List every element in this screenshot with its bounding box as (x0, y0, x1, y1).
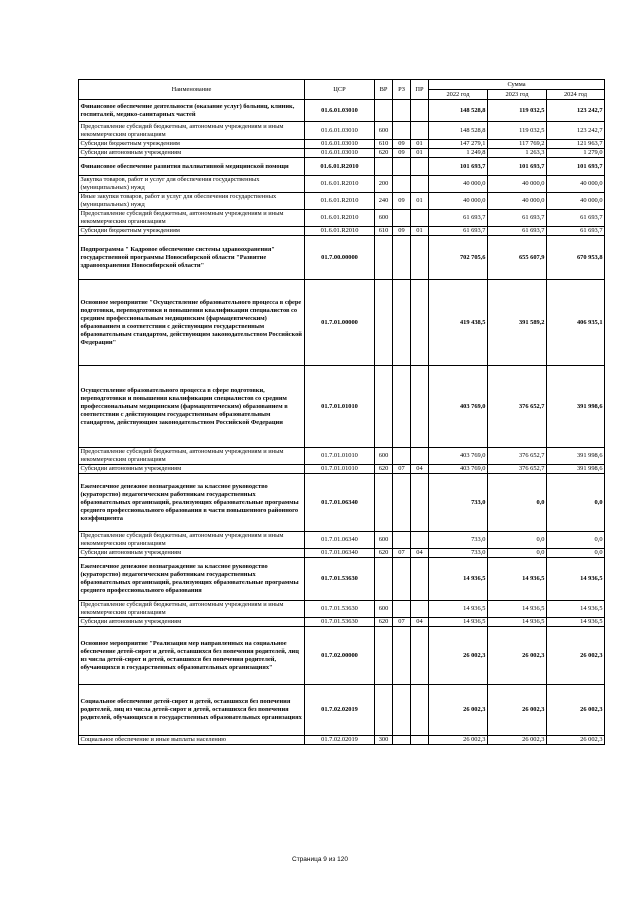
cell-2024: 121 963,7 (547, 140, 605, 149)
cell-name: Социальное обеспечение детей-сирот и детей, оставшихся без попечения родителей, лиц из числа детей-сирот и детей, оставшихся без попечения родителей, обучающихся в государственных образовательных организациях (79, 685, 305, 736)
cell-vr: 300 (375, 736, 393, 745)
cell-2024: 26 002,3 (547, 685, 605, 736)
cell-csr: 01.6.01.03010 (305, 100, 375, 122)
cell-2023: 117 769,2 (488, 140, 547, 149)
cell-name: Ежемесячное денежное вознаграждение за классное руководство (кураторство) педагогическим работникам государственных образовательных организаций, реализующих образовательные программы среднего профессионального образования (79, 558, 305, 601)
cell-rz (393, 122, 411, 140)
cell-2024: 40 000,0 (547, 193, 605, 210)
table-row (79, 532, 605, 549)
cell-rz: 07 (393, 465, 411, 474)
cell-vr (375, 100, 393, 122)
header-2023: 2023 год (488, 90, 547, 100)
cell-2023: 40 000,0 (488, 193, 547, 210)
table-row (79, 158, 605, 176)
cell-pr (411, 627, 429, 685)
cell-2024: 61 693,7 (547, 210, 605, 227)
cell-pr (411, 474, 429, 532)
cell-pr (411, 280, 429, 366)
cell-vr (375, 366, 393, 448)
cell-2023: 14 936,5 (488, 558, 547, 601)
table-row (79, 366, 605, 448)
cell-vr (375, 236, 393, 280)
cell-csr: 01.7.01.01010 (305, 448, 375, 465)
table-row (79, 601, 605, 618)
cell-2023: 376 652,7 (488, 465, 547, 474)
cell-pr (411, 236, 429, 280)
header-csr: ЦСР (305, 80, 375, 100)
cell-vr (375, 627, 393, 685)
cell-2023: 61 693,7 (488, 210, 547, 227)
cell-pr: 04 (411, 618, 429, 627)
cell-rz (393, 176, 411, 193)
cell-rz (393, 210, 411, 227)
cell-2024: 0,0 (547, 474, 605, 532)
cell-csr: 01.6.01.R2010 (305, 158, 375, 176)
cell-name: Предоставление субсидий бюджетным, автономным учреждениям и иным некоммерческим организациям (79, 532, 305, 549)
cell-2022: 733,0 (429, 532, 488, 549)
cell-name: Подпрограмма " Кадровое обеспечение системы здравоохранения" государственной программы Новосибирской области "Развитие здравоохранения Новосибирской области" (79, 236, 305, 280)
cell-2024: 26 002,3 (547, 627, 605, 685)
cell-name: Закупка товаров, работ и услуг для обеспечения государственных (муниципальных) нужд (79, 176, 305, 193)
table-row (79, 236, 605, 280)
cell-pr (411, 366, 429, 448)
cell-vr: 620 (375, 465, 393, 474)
cell-pr (411, 176, 429, 193)
table-row (79, 736, 605, 745)
page-number: Страница 9 из 120 (292, 856, 348, 863)
cell-csr: 01.6.01.03010 (305, 149, 375, 158)
cell-2022: 40 000,0 (429, 176, 488, 193)
cell-2023: 391 589,2 (488, 280, 547, 366)
cell-name: Социальное обеспечение и иные выплаты населению (79, 736, 305, 745)
cell-2023: 376 652,7 (488, 366, 547, 448)
cell-pr (411, 601, 429, 618)
cell-2024: 391 998,6 (547, 366, 605, 448)
cell-2023: 14 936,5 (488, 601, 547, 618)
cell-2024: 61 693,7 (547, 227, 605, 236)
cell-2024: 1 279,0 (547, 149, 605, 158)
cell-pr (411, 736, 429, 745)
cell-2023: 0,0 (488, 532, 547, 549)
cell-vr: 610 (375, 140, 393, 149)
cell-2023: 0,0 (488, 549, 547, 558)
cell-name: Субсидии бюджетным учреждениям (79, 140, 305, 149)
header-sum: Сумма (429, 80, 605, 90)
cell-2024: 14 936,5 (547, 558, 605, 601)
cell-csr: 01.7.01.00000 (305, 280, 375, 366)
cell-2022: 403 769,0 (429, 465, 488, 474)
cell-2022: 1 249,8 (429, 149, 488, 158)
cell-2022: 14 936,5 (429, 618, 488, 627)
cell-2023: 376 652,7 (488, 448, 547, 465)
table-row (79, 227, 605, 236)
table-row (79, 122, 605, 140)
cell-rz (393, 236, 411, 280)
cell-2023: 119 032,5 (488, 100, 547, 122)
cell-rz (393, 280, 411, 366)
table-row (79, 685, 605, 736)
cell-rz: 09 (393, 140, 411, 149)
cell-name: Субсидии автономным учреждениям (79, 149, 305, 158)
cell-2023: 26 002,3 (488, 736, 547, 745)
cell-2024: 14 936,5 (547, 601, 605, 618)
cell-rz (393, 474, 411, 532)
cell-pr (411, 100, 429, 122)
header-2024: 2024 год (547, 90, 605, 100)
cell-2022: 403 769,0 (429, 448, 488, 465)
table-row (79, 100, 605, 122)
cell-vr (375, 558, 393, 601)
cell-csr: 01.6.01.R2010 (305, 193, 375, 210)
cell-2024: 0,0 (547, 549, 605, 558)
cell-2023: 61 693,7 (488, 227, 547, 236)
cell-name: Иные закупки товаров, работ и услуг для обеспечения государственных (муниципальных) нужд (79, 193, 305, 210)
table-row (79, 558, 605, 601)
cell-pr: 01 (411, 227, 429, 236)
cell-2024: 406 935,1 (547, 280, 605, 366)
table-row (79, 448, 605, 465)
cell-csr: 01.7.01.06340 (305, 532, 375, 549)
cell-name: Финансовое обеспечение развития паллиативной медицинской помощи (79, 158, 305, 176)
cell-2022: 26 002,3 (429, 685, 488, 736)
cell-vr (375, 474, 393, 532)
cell-pr (411, 685, 429, 736)
cell-2022: 101 693,7 (429, 158, 488, 176)
cell-pr (411, 210, 429, 227)
cell-csr: 01.7.01.01010 (305, 465, 375, 474)
cell-name: Осуществление образовательного процесса в сфере подготовки, переподготовки и повышения квалификации специалистов со средним профессиональным медицинским (фармацевтическим) образованием в соответствии с действующим государственным образовательным стандартом, действующим законодательством Российской Федерации (79, 366, 305, 448)
cell-2022: 14 936,5 (429, 601, 488, 618)
cell-rz (393, 532, 411, 549)
cell-pr: 01 (411, 149, 429, 158)
cell-2022: 733,0 (429, 474, 488, 532)
cell-csr: 01.7.02.02019 (305, 685, 375, 736)
cell-2023: 655 607,9 (488, 236, 547, 280)
header-2022: 2022 год (429, 90, 488, 100)
cell-pr: 01 (411, 140, 429, 149)
table-row (79, 465, 605, 474)
header-pr: ПР (411, 80, 429, 100)
cell-name: Субсидии автономным учреждениям (79, 618, 305, 627)
cell-csr: 01.6.01.R2010 (305, 176, 375, 193)
cell-2024: 101 693,7 (547, 158, 605, 176)
cell-2022: 702 705,6 (429, 236, 488, 280)
cell-2022: 26 002,3 (429, 736, 488, 745)
cell-2022: 419 438,5 (429, 280, 488, 366)
cell-vr: 620 (375, 618, 393, 627)
cell-name: Предоставление субсидий бюджетным, автономным учреждениям и иным некоммерческим организациям (79, 448, 305, 465)
cell-2024: 26 002,3 (547, 736, 605, 745)
cell-csr: 01.7.02.00000 (305, 627, 375, 685)
cell-name: Основное мероприятие "Реализация мер направленных на социальное обеспечение детей-сирот и детей, оставшихся без попечения родителей, лиц из числа детей-сирот и детей, оставшихся без попечения родителей, обучающихся в государственных образовательных организациях" (79, 627, 305, 685)
cell-pr: 01 (411, 193, 429, 210)
cell-2022: 148 528,8 (429, 122, 488, 140)
table-row (79, 176, 605, 193)
cell-rz (393, 158, 411, 176)
cell-rz: 09 (393, 227, 411, 236)
cell-pr (411, 122, 429, 140)
cell-vr: 600 (375, 448, 393, 465)
cell-csr: 01.7.01.06340 (305, 474, 375, 532)
cell-name: Субсидии автономным учреждениям (79, 549, 305, 558)
cell-2023: 14 936,5 (488, 618, 547, 627)
cell-csr: 01.7.01.01010 (305, 366, 375, 448)
cell-2024: 0,0 (547, 532, 605, 549)
cell-rz (393, 448, 411, 465)
header-name: Наименование (79, 80, 305, 100)
cell-2022: 147 279,1 (429, 140, 488, 149)
header-rz: РЗ (393, 80, 411, 100)
cell-csr: 01.7.00.00000 (305, 236, 375, 280)
cell-rz (393, 100, 411, 122)
cell-name: Финансовое обеспечение деятельности (оказание услуг) больниц, клиник, госпиталей, медико-санитарных частей (79, 100, 305, 122)
cell-2023: 1 263,3 (488, 149, 547, 158)
cell-name: Предоставление субсидий бюджетным, автономным учреждениям и иным некоммерческим организациям (79, 601, 305, 618)
table-row (79, 140, 605, 149)
header-vr: ВР (375, 80, 393, 100)
cell-csr: 01.7.01.53630 (305, 618, 375, 627)
cell-vr: 240 (375, 193, 393, 210)
cell-name: Основное мероприятие "Осуществление образовательного процесса в сфере подготовки, переподготовки и повышения квалификации специалистов со средним профессиональным медицинским (фармацевтическим) образованием в соответствии с действующим государственным образовательным стандартом, действующим законодательством Российской Федерации" (79, 280, 305, 366)
cell-2024: 14 936,5 (547, 618, 605, 627)
cell-rz: 07 (393, 549, 411, 558)
cell-2022: 14 936,5 (429, 558, 488, 601)
cell-vr: 610 (375, 227, 393, 236)
cell-rz: 09 (393, 149, 411, 158)
cell-csr: 01.6.01.03010 (305, 122, 375, 140)
cell-2024: 123 242,7 (547, 122, 605, 140)
cell-rz (393, 736, 411, 745)
cell-name: Предоставление субсидий бюджетным, автономным учреждениям и иным некоммерческим организациям (79, 122, 305, 140)
cell-2024: 391 998,6 (547, 448, 605, 465)
cell-csr: 01.6.01.R2010 (305, 227, 375, 236)
cell-name: Предоставление субсидий бюджетным, автономным учреждениям и иным некоммерческим организациям (79, 210, 305, 227)
cell-2023: 26 002,3 (488, 627, 547, 685)
cell-vr: 620 (375, 149, 393, 158)
cell-pr: 04 (411, 549, 429, 558)
budget-table (78, 79, 605, 745)
cell-2022: 61 693,7 (429, 227, 488, 236)
cell-2022: 26 002,3 (429, 627, 488, 685)
cell-csr: 01.6.01.03010 (305, 140, 375, 149)
cell-vr (375, 685, 393, 736)
cell-2023: 119 032,5 (488, 122, 547, 140)
cell-csr: 01.7.01.53630 (305, 558, 375, 601)
cell-pr (411, 558, 429, 601)
cell-2024: 40 000,0 (547, 176, 605, 193)
cell-pr (411, 448, 429, 465)
cell-2022: 403 769,0 (429, 366, 488, 448)
budget-table-container (78, 79, 604, 745)
cell-2024: 123 242,7 (547, 100, 605, 122)
cell-vr (375, 158, 393, 176)
table-row (79, 627, 605, 685)
cell-vr: 600 (375, 210, 393, 227)
cell-csr: 01.7.02.02019 (305, 736, 375, 745)
cell-rz (393, 627, 411, 685)
cell-name: Ежемесячное денежное вознаграждение за классное руководство (кураторство) педагогическим работникам государственных образовательных организаций, реализующих образовательные программы среднего профессионального образования в части повышенного районного коэффициента (79, 474, 305, 532)
cell-vr: 600 (375, 532, 393, 549)
cell-csr: 01.7.01.53630 (305, 601, 375, 618)
cell-2022: 148 528,8 (429, 100, 488, 122)
cell-2024: 670 953,8 (547, 236, 605, 280)
cell-rz: 07 (393, 618, 411, 627)
cell-rz (393, 685, 411, 736)
cell-2023: 40 000,0 (488, 176, 547, 193)
table-row (79, 618, 605, 627)
cell-vr: 600 (375, 601, 393, 618)
cell-rz: 09 (393, 193, 411, 210)
cell-vr: 620 (375, 549, 393, 558)
cell-csr: 01.7.01.06340 (305, 549, 375, 558)
cell-rz (393, 601, 411, 618)
table-row (79, 474, 605, 532)
cell-2023: 26 002,3 (488, 685, 547, 736)
table-row (79, 193, 605, 210)
table-row (79, 280, 605, 366)
cell-2023: 101 693,7 (488, 158, 547, 176)
cell-2022: 40 000,0 (429, 193, 488, 210)
cell-name: Субсидии бюджетным учреждениям (79, 227, 305, 236)
cell-2023: 0,0 (488, 474, 547, 532)
cell-2024: 391 998,6 (547, 465, 605, 474)
cell-vr (375, 280, 393, 366)
cell-vr: 200 (375, 176, 393, 193)
cell-pr: 04 (411, 465, 429, 474)
cell-rz (393, 558, 411, 601)
cell-2022: 61 693,7 (429, 210, 488, 227)
cell-name: Субсидии автономным учреждениям (79, 465, 305, 474)
table-row (79, 149, 605, 158)
cell-rz (393, 366, 411, 448)
table-row (79, 210, 605, 227)
cell-pr (411, 532, 429, 549)
cell-vr: 600 (375, 122, 393, 140)
cell-2022: 733,0 (429, 549, 488, 558)
cell-csr: 01.6.01.R2010 (305, 210, 375, 227)
cell-pr (411, 158, 429, 176)
table-row (79, 549, 605, 558)
